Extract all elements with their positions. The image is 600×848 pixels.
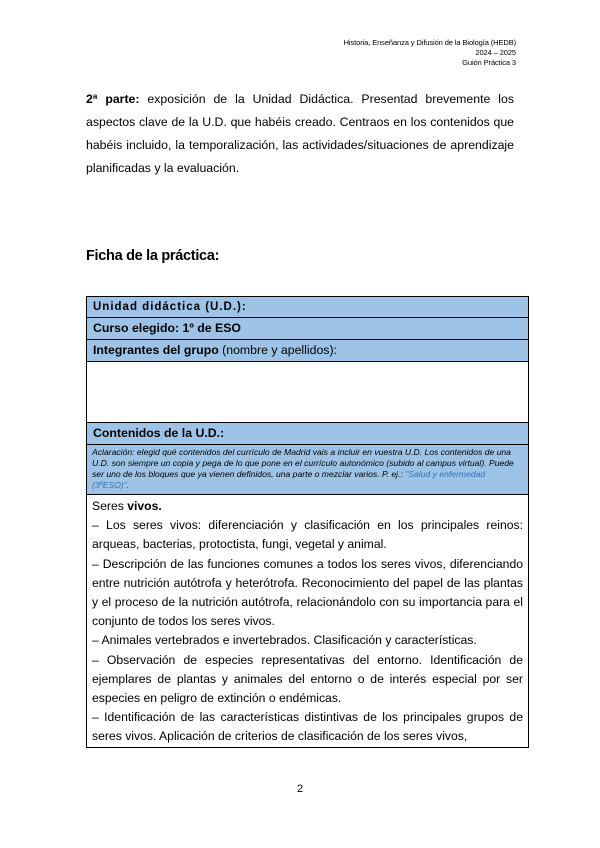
header-year: 2024 – 2025 xyxy=(475,48,516,57)
note-text: Aclaración: elegid qué contenidos del currículo de Madrid vais a incluir en vuestra U.D. Los contenidos de una U.D. son siempre un copia y pega de lo que pone en el currículo autonómico (subido al campus virtual). Puede ser uno de los bloques que ya vienen definidos, una parte o mezclar varios. P. ej.: xyxy=(92,447,514,479)
curso-cell xyxy=(87,318,529,340)
note-end: . xyxy=(126,480,130,490)
contenidos-body[interactable] xyxy=(87,495,529,748)
integrantes-hint: (nombre y apellidos): xyxy=(218,343,337,357)
curso-label: Curso elegido: 1º de ESO xyxy=(93,321,241,335)
contenidos-label: Contenidos de la U.D.: xyxy=(93,426,225,440)
page-header xyxy=(344,38,516,68)
intro-paragraph xyxy=(86,88,514,180)
ficha-title: Ficha de la práctica: xyxy=(86,248,220,264)
unidad-label: Unidad didáctica (U.D.): xyxy=(93,301,247,313)
content-item: – Animales vertebrados e invertebrados. Clasificación y características. xyxy=(92,633,477,648)
integrantes-label: Integrantes del grupo xyxy=(93,343,219,357)
header-guide: Guión Práctica 3 xyxy=(462,58,516,67)
header-course: Historia, Enseñanza y Difusión de la Biología (HEDB) xyxy=(343,38,516,47)
note-example: "Salud y enfermedad (3ºESO)" xyxy=(92,469,486,490)
page-number: 2 xyxy=(296,783,304,795)
integrantes-cell xyxy=(87,340,529,362)
content-item: – Descripción de las funciones comunes a todos los seres vivos, diferenciando entre nutrición autótrofa y heterótrofa. Reconocimiento del papel de las plantas y el proceso de la nutrición autótrofa, relacionándolo con su importancia para el conjunto de todos los seres vivos. xyxy=(92,556,523,629)
content-title-plain: Seres xyxy=(92,499,128,513)
content-item: – Observación de especies representativas del entorno. Identificación de ejemplares de plantas y animales del entorno o de interés especial por ser especies en peligro de extinción o endémicas. xyxy=(92,652,523,706)
intro-text: exposición de la Unidad Didáctica. Presentad brevemente los aspectos clave de la U.D. que habéis creado. Centraos en los contenidos que habéis incluido, la temporalización, las actividades/situaciones de aprendizaje planificadas y la evaluación. xyxy=(86,92,514,175)
ficha-table xyxy=(86,296,529,748)
content-title xyxy=(92,497,523,516)
aclaracion-note xyxy=(87,445,529,495)
contenidos-cell xyxy=(87,423,529,445)
content-item: – Los seres vivos: diferenciación y clasificación en los principales reinos: arqueas, bacterias, protoctista, fungi, vegetal y animal. xyxy=(92,518,523,552)
intro-bold-label: 2ª parte: xyxy=(86,92,140,106)
integrantes-input-cell[interactable] xyxy=(87,362,529,423)
content-title-bold: vivos. xyxy=(127,499,162,513)
content-item: – Identificación de las características distintivas de los principales grupos de seres vivos. Aplicación de criterios de clasificación de los seres vivos, xyxy=(92,710,523,744)
unidad-cell xyxy=(87,297,529,318)
